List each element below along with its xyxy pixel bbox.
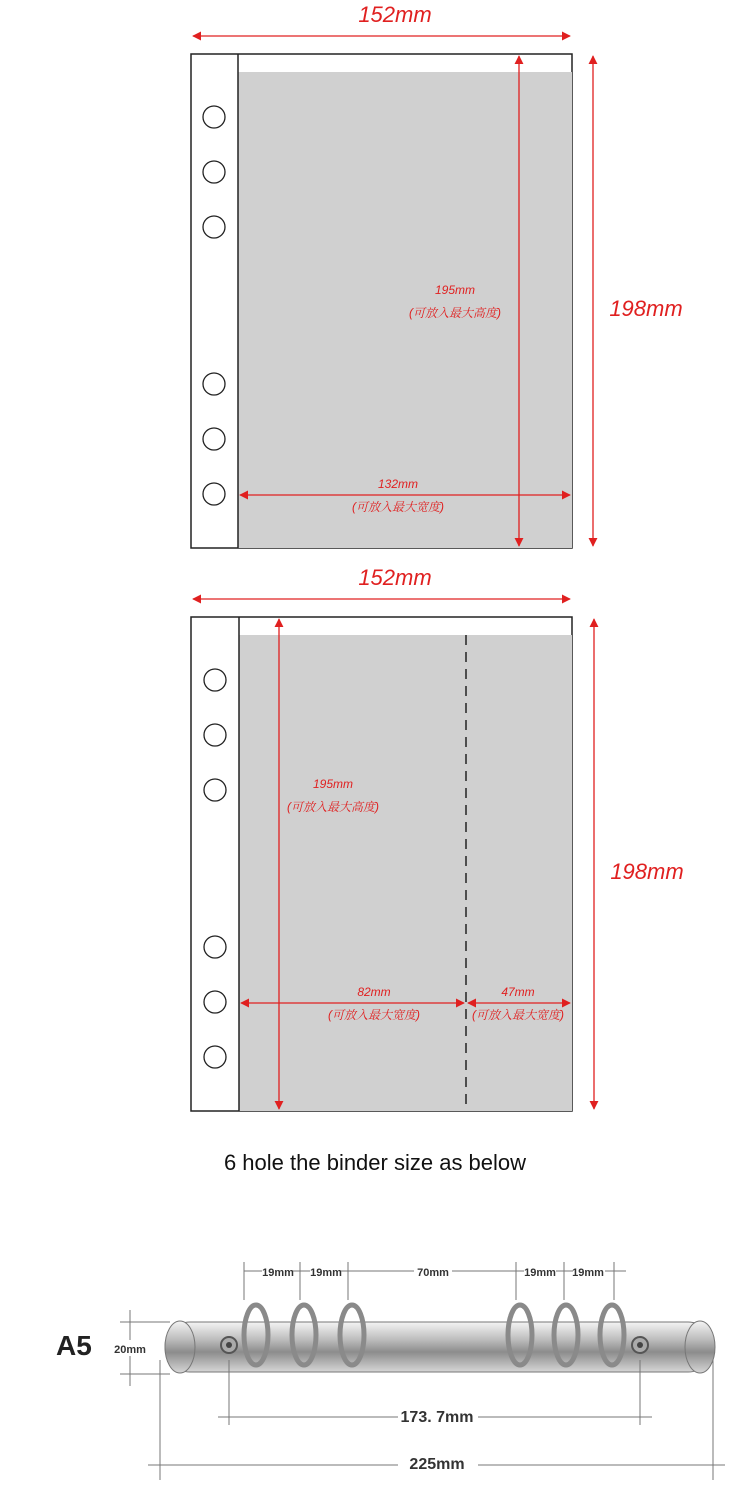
inner-height-note: (可放入最大高度) bbox=[287, 800, 379, 814]
punch-hole bbox=[204, 779, 226, 801]
punch-hole bbox=[203, 428, 225, 450]
punch-hole bbox=[204, 724, 226, 746]
spacing-label-2: 19mm bbox=[310, 1267, 342, 1279]
punch-hole bbox=[204, 936, 226, 958]
punch-hole bbox=[203, 216, 225, 238]
spacing-label-1: 19mm bbox=[262, 1267, 294, 1279]
sheet-diagram-1 bbox=[191, 2, 683, 548]
bar-end-cap bbox=[165, 1321, 195, 1373]
height-label: 198mm bbox=[609, 296, 683, 321]
height-label: 198mm bbox=[610, 859, 684, 884]
total-length-label: 225mm bbox=[409, 1456, 465, 1473]
punch-hole bbox=[203, 483, 225, 505]
spacing-label-3: 70mm bbox=[417, 1267, 449, 1279]
punch-hole bbox=[203, 373, 225, 395]
inner-height-label: 195mm bbox=[434, 283, 476, 297]
inner-height-label: 195mm bbox=[312, 777, 354, 791]
hole-distance-label: 173. 7mm bbox=[400, 1409, 474, 1426]
binder-size-label: A5 bbox=[56, 1330, 92, 1361]
left-width-note: (可放入最大宽度) bbox=[328, 1008, 420, 1022]
inner-width-label: 132mm bbox=[377, 477, 419, 491]
binder-mechanism bbox=[113, 1262, 725, 1480]
sheet-diagram-2 bbox=[191, 565, 684, 1111]
punch-hole bbox=[203, 106, 225, 128]
left-width-label: 82mm bbox=[357, 985, 391, 999]
width-label: 152mm bbox=[358, 2, 432, 27]
spacing-label-4: 19mm bbox=[524, 1267, 556, 1279]
spacing-label-5: 19mm bbox=[572, 1267, 604, 1279]
inner-width-note: (可放入最大宽度) bbox=[352, 500, 444, 514]
bar-end-cap bbox=[685, 1321, 715, 1373]
sheet-content-area bbox=[239, 635, 572, 1111]
width-label: 152mm bbox=[358, 565, 432, 590]
punch-hole bbox=[204, 1046, 226, 1068]
punch-hole bbox=[204, 669, 226, 691]
punch-hole bbox=[204, 991, 226, 1013]
bar-height-label: 20mm bbox=[114, 1344, 146, 1356]
binder-caption: 6 hole the binder size as below bbox=[223, 1150, 527, 1175]
right-width-note: (可放入最大宽度) bbox=[472, 1008, 564, 1022]
inner-height-note: (可放入最大高度) bbox=[409, 306, 501, 320]
right-width-label: 47mm bbox=[501, 985, 535, 999]
punch-hole bbox=[203, 161, 225, 183]
